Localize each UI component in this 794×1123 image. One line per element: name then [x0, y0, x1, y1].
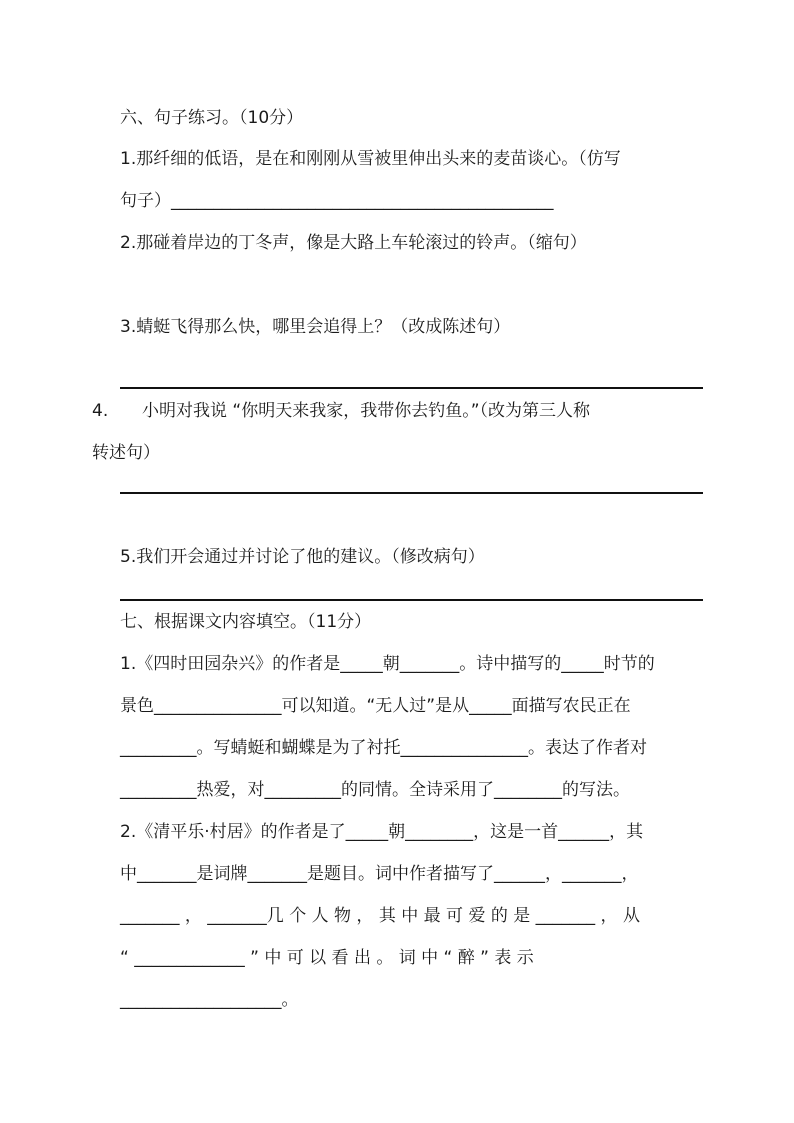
fill-line: ___________________。 [120, 990, 299, 1010]
question-4-number: 4. [92, 401, 109, 421]
fill-line: 1.《四时田园杂兴》的作者是_____朝_______。诗中描写的_____时节的 [120, 654, 655, 674]
question-3: 3.蜻蜓飞得那么快，哪里会追得上？（改成陈述句） [120, 317, 511, 337]
fill-line: _________热爱，对_________的同情。全诗采用了________的写法。 [120, 780, 630, 800]
question-4-line-2: 转述句） [92, 443, 160, 463]
fill-line: _______ ， _______几 个 人 物 ， 其 中 最 可 爱 的 是 _______ ， 从 [120, 906, 640, 926]
question-2: 2.那碰着岸边的丁冬声，像是大路上车轮滚过的铃声。（缩句） [120, 233, 587, 253]
answer-line-3 [120, 387, 703, 389]
section-6-title: 六、句子练习。（10分） [120, 108, 304, 128]
fill-line: “ _____________ ” 中 可 以 看 出 。 词 中 “ 醉 ” 表 示 [120, 948, 534, 968]
fill-line: 2.《清平乐·村居》的作者是了_____朝________，这是一首______，其 [120, 822, 644, 842]
fill-line: 景色_______________可以知道。“无人过”是从_____面描写农民正在 [120, 696, 631, 716]
section-7-title: 七、根据课文内容填空。（11分） [120, 612, 372, 632]
fill-line: 中_______是词牌_______是题目。词中作者描写了______，_______， [120, 864, 639, 884]
fill-line: _________。写蜻蜓和蝴蝶是为了衬托_______________。表达了作者对 [120, 738, 647, 758]
answer-line-4 [120, 492, 703, 494]
question-1-line-1: 1.那纤细的低语，是在和刚刚从雪被里伸出头来的麦苗谈心。（仿写 [120, 149, 621, 169]
answer-line-5 [120, 599, 703, 601]
question-4-line-1: 小明对我说 “你明天来我家，我带你去钓鱼。”（改为第三人称 [142, 401, 591, 421]
question-1-line-2: 句子）_____________________________________________ [120, 191, 554, 211]
question-5: 5.我们开会通过并讨论了他的建议。（修改病句） [120, 547, 485, 567]
